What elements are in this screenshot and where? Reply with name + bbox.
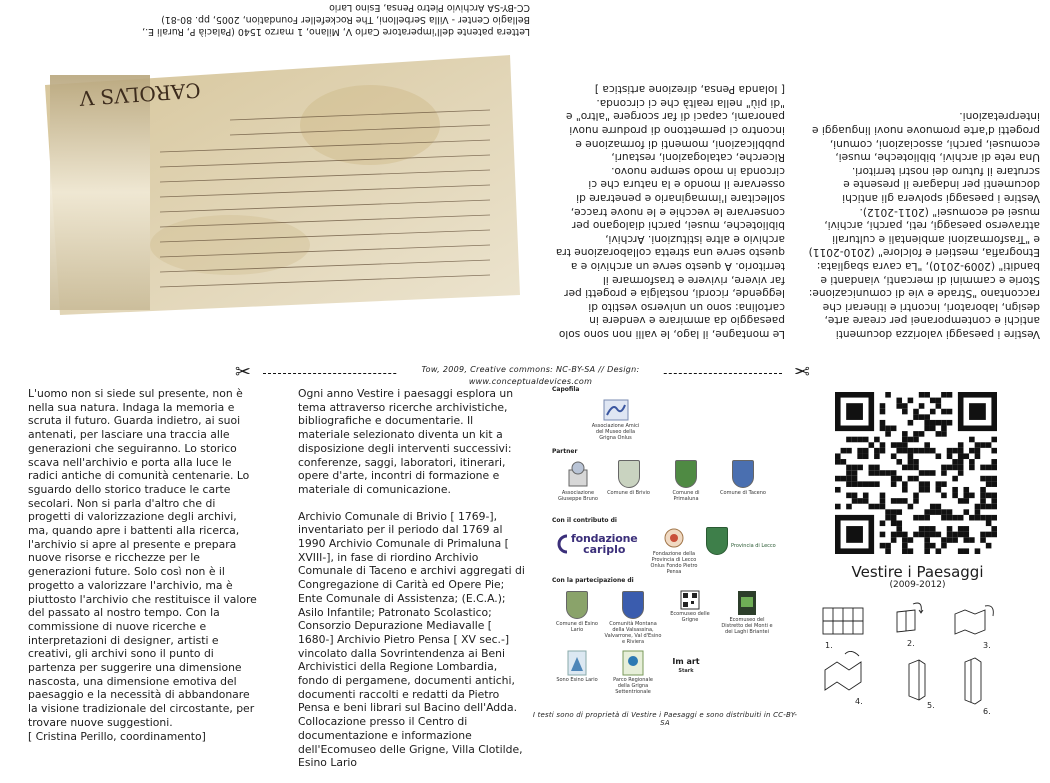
bruno-building-icon — [566, 460, 590, 488]
logo-comunita-montana — [603, 591, 663, 645]
im-art-wordmark: Im art — [672, 657, 700, 666]
archives-list: Archivio Comunale di Brivio [ 1769-], inventariato per il periodo dal 1769 al 1990 Archivio Comunale di Primaluna [ XVIII-], in fase di riordino Archivio Comunale di Taceno e archivi aggregati di Congregazione di Carità ed Opere Pie; Ente Comunale di Assistenza; (E.C.A.); Asilo Infantile; Patronato Scolastico; Consorzio Depurazione Mediavalle [ 1680-] Archivio Pietro Pensa [ XV sec.-] vincolato dalla Sovrintendenza ai Beni Archivistici della Regione Lombardia, fondo di pergamene, documenti antichi, documenti raccolti e redatti da Pietro Pensa e beni librari sul Bacino dell'Adda. Collocazione presso il Centro di documentazione e informazione dell'Ecomuseo delle Grigne, Villa Clotilde, Esino Lario — [298, 509, 525, 770]
scissors-icon: ✂ — [794, 361, 810, 383]
archives-intro: Ogni anno Vestire i paesaggi esplora un tema attraverso ricerche archivistiche, bibliografiche e documentarie. Il materiale selezionato diventa un kit a disposizione degli interventi successivi: conferenze, saggi, laboratori, itinerari, opere d'arte, incontri di formazione e materiale di comunicazione. — [298, 387, 514, 496]
participant-name: Sono Esino Lario — [556, 677, 598, 683]
upper-column-vestire-intro: Vestire i paesaggi valorizza documenti antichi e contemporanei per creare arte, design, laboratori, incontri e itinerari che raccontano "Strade e vie di comunicazione: Storie e cammini di mercanti, viandanti e banditi" (2009-2010), "La cavra sbagliata: Etnografia, mestieri e folclore" (2010-2011) e "Trasformazioni ambientali e culturali attraverso paesaggi, reti, parchi, archivi, musei ed ecomusei" (2011-2012). Vestire i paesaggi spolvera gli antichi documenti per indagare il presente e scrutare il futuro dei nostri territori. Una rete di archivi, biblioteche, musei, ecomusei, parchi, associazioni, comuni, progetti d'arte promuove nuovi linguaggi e interpretazioni. — [808, 110, 1040, 340]
logo-im-art — [666, 659, 706, 674]
essay-body: L'uomo non si siede sul presente, non è nella sua natura. Indaga la memoria e scruta il futuro. Guarda indietro, ai suoi antenati, per lasciare una traccia alle generazioni che seguiranno. Lo storico scava nell'archivio e porta alla luce le radici antiche di comunità centenarie. Lo sguardo dello storico traduce le carte secolari. Non si parla d'altro che di progetti di valorizzazione degli archivi, ma, quando apre i battenti alla ricerca, l'archivio si apre al presente e prepara nuove risorse e ricchezze per le generazioni future. Solo così non è il progetto a valorizzare l'archivio, ma è piuttosto l'archivio che restituisce il valore del passato al nostro tempo. Con la commissione di nuove ricerche e interpretazioni di designer, artisti e creativi, gli archivi sono il punto di partenza per suggerire una dimensione nascosta, una dimensione emotiva del paesaggio e la necessità di abbandonare la visione tradizionale del circostante, per trovare nuove suggestioni. — [28, 387, 257, 729]
capofila-name: Associazione Amici del Museo della Grigna Onlus — [591, 423, 640, 441]
logo-comune-primaluna — [661, 460, 711, 502]
participant-name: Parco Regionale della Grigna Settentrionale — [613, 677, 653, 695]
distretto-poster-icon — [738, 591, 756, 615]
fold-step-number: 4. — [855, 697, 863, 706]
qr-small-icon — [681, 591, 699, 609]
comunita-crest-icon — [622, 591, 644, 619]
folding-instructions — [815, 600, 1015, 720]
project-years: (2009-2012) — [889, 580, 946, 590]
project-title: Vestire i Paesaggi — [851, 563, 984, 581]
brivio-crest-icon — [618, 460, 640, 488]
design-credits: Tow, 2009, Creative commons: NC-BY-SA // Design: www.conceptualdevices.com — [398, 364, 663, 388]
amici-museo-icon — [603, 399, 629, 421]
fold-step-number: 6. — [983, 707, 991, 716]
cariplo-arc-icon — [553, 534, 569, 554]
contributor-name: Provincia di Lecco — [731, 543, 776, 549]
participant-name: Comune di Esino Lario — [556, 621, 598, 633]
fold-step-number: 3. — [983, 641, 991, 650]
lecco-foundation-icon — [663, 527, 685, 549]
participant-name: Ecomuseo delle Grigne — [670, 611, 710, 623]
qr-code-icon — [835, 392, 997, 554]
partecipazione-heading: Con la partecipazione di — [552, 577, 634, 584]
contributo-heading: Con il contributo di — [552, 517, 617, 524]
parchment-caption: Lettera patente dell'imperatore Carlo V, Milano, 1 marzo 1540 (Palacià P, Rurali E., Bellagio Center - Villa Serbelloni, The Rockefeller Foundation, 2005, pp. 80-81) CC-BY-SA Archivio Pietro Pensa, Esino Lario — [142, 2, 530, 37]
participant-name: Comunità Montana della Valsassina, Valvarrone, Val d'Esino e Riviera — [604, 621, 662, 645]
logo-comune-brivio — [606, 460, 651, 496]
esino-crest-icon — [566, 591, 588, 619]
logo-ecomuseo-grigne — [666, 591, 714, 623]
svg-text:CAROLVS V: CAROLVS V — [78, 78, 202, 111]
upper-column-montagne: Le montagne, il lago, le valli non sono solo paesaggio da ammirare e vendere in cartolina: sono un universo vestito di leggende, ricordi, nostalgia e progetti per far vivere, rivivere e trasformare il territorio. A questo serve un archivio e a questo serve una stretta collaborazione tra archivio e altre istituzioni. Archivi, biblioteche, musei, parchi dialogano per conservare le vecchie e le nuove tracce, sollecitare l'immaginario e penetrare di osservare il mondo e la natura che ci circonda in modo sempre nuovo. Ricerche, catalogazioni, restauri, pubblicazioni, momenti di formazione e incontro ci permettono di produrre nuovi panorami, capaci di far scorgere "altro" e "di più" nella realtà che ci circonda. [ Iolanda Pensa, direzione artistica ] — [555, 83, 785, 340]
sono-esino-poster-icon — [568, 651, 586, 675]
partner-heading: Partner — [552, 448, 578, 455]
partners-panel — [548, 385, 784, 720]
provincia-crest-icon — [706, 527, 728, 555]
fold-step-number: 2. — [907, 639, 915, 648]
logo-fondazione-cariplo — [553, 533, 645, 555]
logo-parco-grigna — [608, 651, 658, 695]
logo-fondazione-lecco — [650, 527, 698, 575]
cariplo-word: cariplo — [583, 543, 626, 556]
logo-comune-taceno — [718, 460, 768, 496]
scissors-icon: ✂ — [235, 361, 251, 383]
essay-signature: [ Cristina Perillo, coordinamento] — [28, 729, 206, 743]
fold-step-number: 1. — [825, 641, 833, 650]
logo-sono-esino — [553, 651, 601, 683]
partner-name: Comune di Primaluna — [672, 490, 700, 502]
lower-middle-archives — [298, 387, 528, 783]
fold-diagram-icon — [815, 600, 1015, 720]
lower-left-essay — [28, 387, 260, 743]
participant-name: Ecomuseo del Distretto dei Monti e dei Laghi Briantei — [721, 617, 773, 635]
license-footer: I testi sono di proprietà di Vestire i Paesaggi e sono distribuiti in CC-BY-SA — [532, 711, 798, 727]
upper-panel-rotated — [0, 0, 1050, 355]
taceno-crest-icon — [732, 460, 754, 488]
partner-name: Comune di Taceno — [720, 490, 766, 496]
parchment-letter-image — [40, 45, 530, 335]
partner-name: Associazione Giuseppe Bruno — [557, 490, 598, 502]
logo-ecomuseo-distretto — [718, 591, 776, 635]
parco-poster-icon — [623, 651, 643, 675]
logo-provincia-lecco — [706, 527, 776, 555]
logo-amici-museo — [588, 399, 643, 441]
primaluna-crest-icon — [675, 460, 697, 488]
logo-comune-esino — [553, 591, 601, 633]
capofila-heading: Capofila — [552, 386, 580, 393]
partner-name: Comune di Brivio — [607, 490, 650, 496]
contributor-name: Fondazione della Provincia di Lecco Onlus Fondo Pietro Pensa — [650, 551, 698, 575]
fondazione-word: fondazione — [571, 532, 638, 545]
qr-code — [835, 392, 997, 554]
logo-assoc-bruno — [553, 460, 603, 502]
participant-name: Stark — [678, 667, 694, 674]
fold-step-number: 5. — [927, 701, 935, 710]
